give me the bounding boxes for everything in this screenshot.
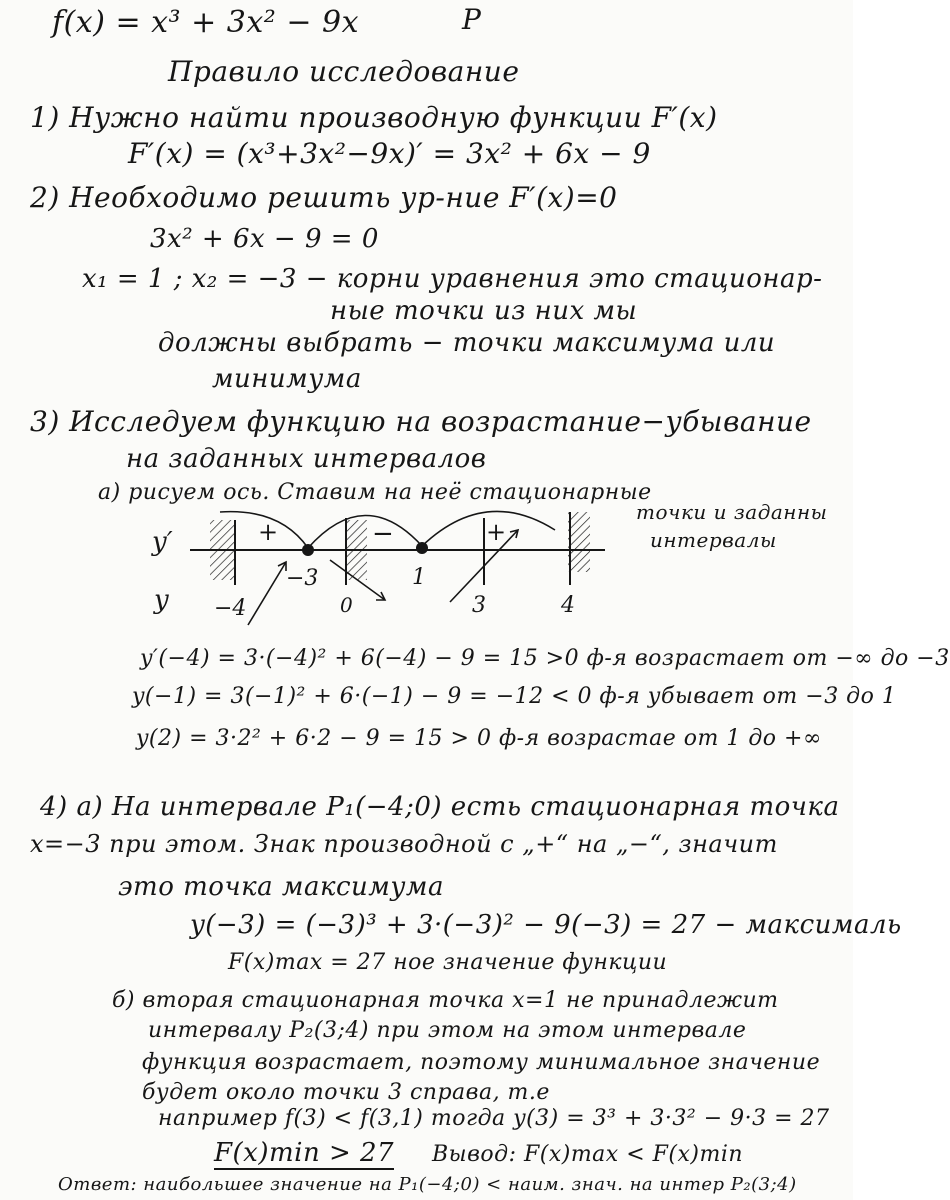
step-4a-text: x=−3 при этом. Знак производной с „+“ на „−“, значит bbox=[30, 830, 778, 858]
derivative-formula: F′(x) = (x³+3x²−9x)′ = 3x² + 6x − 9 bbox=[128, 137, 651, 170]
check-minus-4: y′(−4) = 3·(−4)² + 6(−4) − 9 = 15 >0 ф-я возрастает от −∞ до −3 bbox=[140, 646, 950, 671]
sign-chart bbox=[150, 490, 610, 640]
step-1-heading: 1) Нужно найти производную функции F′(x) bbox=[30, 101, 718, 134]
max-computation: y(−3) = (−3)³ + 3·(−3)² − 9(−3) = 27 − максималь bbox=[190, 910, 902, 940]
section-title: Правило исследование bbox=[168, 55, 520, 88]
tick-minus-4: −4 bbox=[214, 596, 247, 621]
min-computation: например f(3) < f(3,1) тогда y(3) = 3³ + 3·3² − 9·3 = 27 bbox=[158, 1106, 830, 1131]
max-value: F(x)max = 27 ное значение функции bbox=[228, 950, 668, 975]
derivative-equation: 3x² + 6x − 9 = 0 bbox=[150, 224, 379, 254]
tick-one: 1 bbox=[412, 565, 426, 590]
tick-four: 4 bbox=[561, 593, 575, 618]
step-3a-text-2: точки и заданны bbox=[636, 500, 828, 524]
point-one bbox=[416, 542, 428, 554]
min-value: F(x)min > 27 bbox=[214, 1138, 395, 1168]
conclusion: Вывод: F(x)max < F(x)min bbox=[432, 1142, 744, 1167]
function-definition: f(x) = x³ + 3x² − 9x bbox=[52, 5, 360, 40]
header-letter: P bbox=[462, 3, 482, 36]
arrow-up-1 bbox=[248, 562, 286, 625]
step-4a-heading: 4) а) На интервале P₁(−4;0) есть стационарная точка bbox=[40, 792, 840, 822]
roots-line: x₁ = 1 ; x₂ = −3 − корни уравнения это стационар- bbox=[82, 264, 823, 294]
step-3a-text-3: интервалы bbox=[650, 528, 777, 552]
tick-minus-3: −3 bbox=[286, 566, 319, 591]
tick-zero: 0 bbox=[340, 593, 353, 617]
answer: Ответ: наибольшее значение на P₁(−4;0) < наим. знач. на интер P₂(3;4) bbox=[58, 1174, 797, 1195]
sign-plus-1: + bbox=[258, 518, 279, 546]
step-4b-text-2: интервалу P₂(3;4) при этом на этом интервале bbox=[148, 1018, 747, 1043]
tick-three: 3 bbox=[472, 593, 486, 618]
sign-minus: − bbox=[372, 519, 394, 549]
point-minus-3 bbox=[302, 544, 314, 556]
roots-line-2: ные точки из них мы bbox=[330, 296, 638, 326]
step-4b-text: б) вторая стационарная точка x=1 не принадлежит bbox=[112, 988, 779, 1013]
sign-plus-2: + bbox=[486, 518, 507, 546]
roots-line-4: минимума bbox=[212, 364, 362, 394]
step-3a-text: а) рисуем ось. Ставим на неё стационарные bbox=[98, 480, 652, 505]
step-4a-text-2: это точка максимума bbox=[118, 872, 444, 902]
check-minus-1: y(−1) = 3(−1)² + 6·(−1) − 9 = −12 < 0 ф-я убывает от −3 до 1 bbox=[132, 684, 897, 709]
step-2-heading: 2) Необходимо решить ур-ние F′(x)=0 bbox=[30, 181, 618, 214]
step-4b-text-3: функция возрастает, поэтому минимальное значение bbox=[142, 1050, 821, 1075]
row-label-y-prime: y′ bbox=[152, 527, 173, 557]
hatch-right bbox=[568, 512, 590, 572]
check-two: y(2) = 3·2² + 6·2 − 9 = 15 > 0 ф-я возрастае от 1 до +∞ bbox=[136, 726, 822, 751]
row-label-y: y bbox=[154, 585, 169, 615]
roots-line-3: должны выбрать − точки максимума или bbox=[158, 328, 776, 358]
step-3-heading: 3) Исследуем функцию на возрастание−убывание bbox=[30, 405, 812, 438]
step-3-heading-2: на заданных интервалов bbox=[126, 444, 487, 474]
step-4b-text-4: будет около точки 3 справа, т.е bbox=[142, 1080, 550, 1105]
